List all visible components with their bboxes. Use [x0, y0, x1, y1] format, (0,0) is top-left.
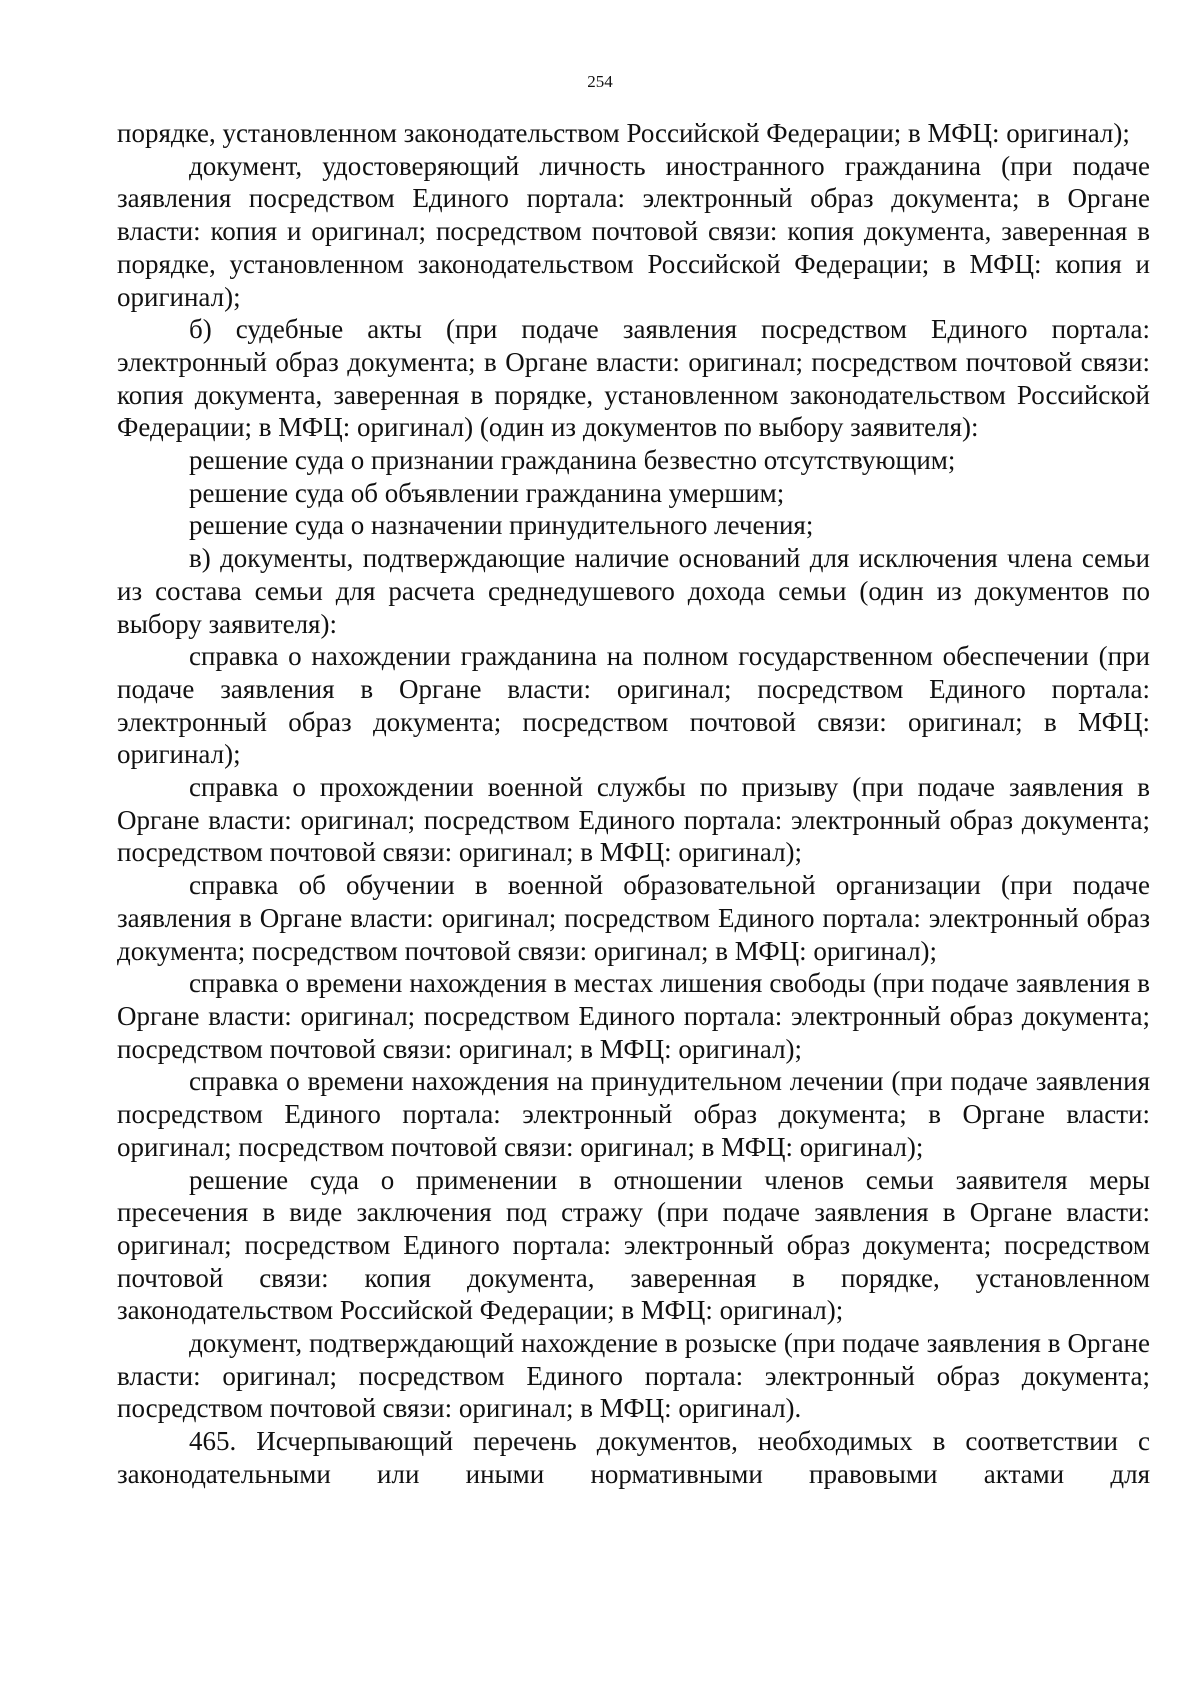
- list-item-treatment-period-certificate: справка о времени нахождения на принудительном лечении (при подаче заявления посредством Единого портала: электронный образ документа; в Органе власти: оригинал; посредством почтовой связи: оригинал; в МФЦ: оригинал);: [117, 1066, 1150, 1162]
- list-item-wanted-status-document: документ, подтверждающий нахождение в розыске (при подаче заявления в Органе власти: оригинал; посредством Единого портала: электронный образ документа; посредством почтовой связи: оригинал; в МФЦ: оригинал).: [117, 1328, 1150, 1424]
- paragraph-exclusion-grounds: в) документы, подтверждающие наличие оснований для исключения члена семьи из состава семьи для расчета среднедушевого дохода семьи (один из документов по выбору заявителя):: [117, 543, 1150, 639]
- list-item-missing-person-ruling: решение суда о признании гражданина безвестно отсутствующим;: [189, 445, 956, 476]
- list-item-compulsory-treatment-ruling: решение суда о назначении принудительного лечения;: [189, 510, 814, 541]
- list-item-military-education-certificate: справка об обучении в военной образовательной организации (при подаче заявления в Органе власти: оригинал; посредством Единого портала: электронный образ документа; посредством почтовой связи: оригинал; в МФЦ: оригинал);: [117, 870, 1150, 966]
- list-item-custody-ruling: решение суда о применении в отношении членов семьи заявителя меры пресечения в виде заключения под стражу (при подаче заявления в Органе власти: оригинал; посредством Единого портала: электронный образ документа; посредством почтовой связи: копия документа, заверенная в порядке, установленном законодательством Российской Федерации; в МФЦ: оригинал);: [117, 1164, 1150, 1326]
- paragraph-foreign-id-document: документ, удостоверяющий личность иностранного гражданина (при подаче заявления посредством Единого портала: электронный образ документа; в Органе власти: копия и оригинал; посредством почтовой связи: копия документа, заверенная в порядке, установленном законодательством Российской Федерации; в МФЦ: копия и оригинал);: [117, 150, 1150, 312]
- list-item-deceased-ruling: решение суда об объявлении гражданина умершим;: [189, 477, 785, 508]
- list-item-state-support-certificate: справка о нахождении гражданина на полном государственном обеспечении (при подаче заявления в Органе власти: оригинал; посредством Единого портала: электронный образ документа; посредством почтовой связи: оригинал; в МФЦ: оригинал);: [117, 641, 1150, 770]
- paragraph-continuation: порядке, установленном законодательством Российской Федерации; в МФЦ: оригинал);: [117, 118, 1130, 148]
- list-item-imprisonment-certificate: справка о времени нахождения в местах лишения свободы (при подаче заявления в Органе власти: оригинал; посредством Единого портала: электронный образ документа; посредством почтовой связи: оригинал; в МФЦ: оригинал);: [117, 968, 1150, 1064]
- list-item-military-service-certificate: справка о прохождении военной службы по призыву (при подаче заявления в Органе власти: оригинал; посредством Единого портала: электронный образ документа; посредством почтовой связи: оригинал; в МФЦ: оригинал);: [117, 772, 1150, 868]
- paragraph-465: 465. Исчерпывающий перечень документов, необходимых в соответствии с законодательными или иными нормативными правовыми актами для: [117, 1426, 1150, 1489]
- page-number: 254: [587, 72, 613, 91]
- document-body: [117, 117, 1150, 1491]
- paragraph-court-acts: б) судебные акты (при подаче заявления посредством Единого портала: электронный образ документа; в Органе власти: оригинал; посредством почтовой связи: копия документа, заверенная в порядке, установленном законодательством Российской Федерации; в МФЦ: оригинал) (один из документов по выбору заявителя):: [117, 314, 1150, 443]
